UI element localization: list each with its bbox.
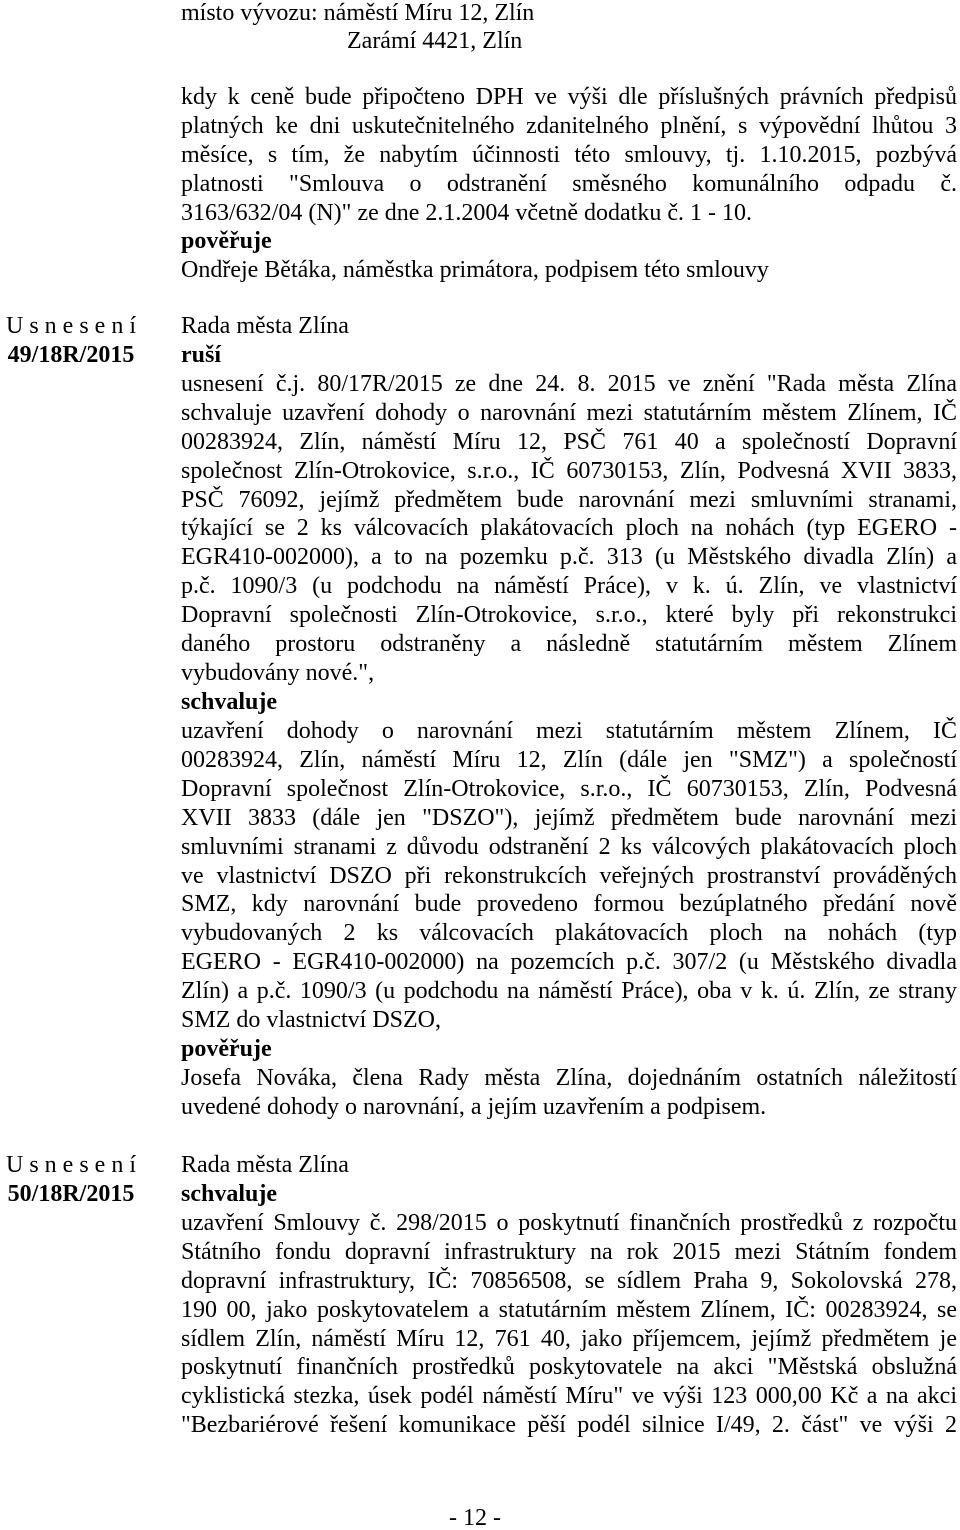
paragraph-line: uvedené dohody o narovnání, a jejím uzavřením a podpisem.	[181, 1093, 767, 1120]
paragraph-line: Zlín) a p.č. 1090/3 (u podchodu na náměstí Práce), oba v k. ú. Zlín, ze strany	[181, 978, 957, 1005]
paragraph-line: PSČ 76092, jejímž předmětem bude narovnání mezi smluvními stranami,	[181, 486, 957, 513]
resolution-label-column	[0, 312, 142, 370]
paragraph-line: usnesení č.j. 80/17R/2015 ze dne 24. 8. 2015 ve znění "Rada města Zlína	[181, 370, 957, 397]
resolution-body	[181, 312, 957, 1122]
paragraph-line: Státního fondu dopravní infrastruktury na rok 2015 mezi Státním fondem	[181, 1238, 957, 1265]
resolution-number: 49/18R/2015	[7, 341, 135, 368]
paragraph-line: uzavření dohody o narovnání mezi statutárním městem Zlínem, IČ	[181, 717, 957, 744]
paragraph-line: kdy k ceně bude připočteno DPH ve výši dle příslušných právních předpisů	[181, 84, 957, 110]
paragraph-line: EGERO - EGR410-002000) na pozemcích p.č. 307/2 (u Městského divadla	[181, 949, 957, 976]
delegate-text: Ondřeje Bětáka, náměstka primátora, podpisem této smlouvy	[181, 257, 769, 284]
paragraph-line: SMZ do vlastnictví DSZO,	[181, 1007, 442, 1034]
resolution-label: U s n e s e n í	[6, 313, 136, 339]
paragraph-line: vybudovaných 2 ks válcovacích plakátovacích ploch na nohách (typ	[181, 920, 957, 947]
paragraph-line: p.č. 1090/3 (u podchodu na náměstí Práce), v k. ú. Zlín, ve vlastnictví	[181, 573, 957, 600]
resolution-number: 50/18R/2015	[7, 1180, 135, 1207]
action-verb-authorizes: pověřuje	[181, 228, 272, 255]
action-verb-approves: schvaluje	[181, 688, 277, 715]
paragraph-line: společnost Zlín-Otrokovice, s.r.o., IČ 60730153, Zlín, Podvesná XVII 3833,	[181, 457, 957, 484]
paragraph-line: týkající se 2 ks válcovacích plakátovacích ploch na nohách (typ EGERO -	[181, 515, 957, 542]
resolution-body	[181, 1151, 957, 1440]
paragraph-line: EGR410-002000), a to na pozemku p.č. 313 (u Městského divadla Zlín) a	[181, 544, 957, 571]
paragraph-line: Dopravní společnost Zlín-Otrokovice, s.r.o., IČ 60730153, Zlín, Podvesná	[181, 775, 957, 802]
paragraph-line: platnosti "Smlouva o odstranění směsného komunálního odpadu č.	[181, 170, 957, 197]
paragraph-line: uzavření Smlouvy č. 298/2015 o poskytnutí finančních prostředků z rozpočtu	[181, 1209, 957, 1236]
issuing-body: Rada města Zlína	[181, 313, 349, 339]
paragraph-line: cyklistická stezka, úsek podél náměstí Míru" ve výši 123 000,00 Kč a na akci	[181, 1383, 957, 1410]
paragraph-line: měsíce, s tím, že nabytím účinnosti této smlouvy, tj. 1.10.2015, pozbývá	[181, 141, 957, 168]
collection-place: místo vývozu: náměstí Míru 12, Zlín	[181, 0, 535, 26]
paragraph-line: 00283924, Zlín, náměstí Míru 12, Zlín (dále jen "SMZ") a společností	[181, 746, 957, 773]
paragraph-line: SMZ, kdy narovnání bude provedeno formou bezúplatného předání nově	[181, 891, 957, 918]
paragraph-line: daného prostoru odstraněny a následně statutárním městem Zlínem	[181, 631, 957, 658]
paragraph-line: Josefa Nováka, člena Rady města Zlína, dojednáním ostatních náležitostí	[181, 1064, 957, 1091]
paragraph-line: poskytnutí finančních prostředků poskytovatele na akci "Městská obslužná	[181, 1354, 957, 1381]
paragraph-line: sídlem Zlín, náměstí Míru 12, 761 40, jako příjemcem, jejímž předmětem je	[181, 1325, 957, 1352]
collection-address: Zarámí 4421, Zlín	[347, 28, 523, 54]
paragraph-line: "Bezbariérové řešení komunikace pěší podél silnice I/49, 2. část" ve výši 2	[181, 1412, 957, 1439]
paragraph-line: Dopravní společnosti Zlín-Otrokovice, s.r.o., které byly při rekonstrukci	[181, 602, 957, 629]
paragraph-line: XVII 3833 (dále jen "DSZO"), jejímž předmětem bude narovnání mezi	[181, 804, 957, 831]
paragraph-line: schvaluje uzavření dohody o narovnání mezi statutárním městem Zlínem, IČ	[181, 399, 957, 426]
resolution-label: U s n e s e n í	[6, 1152, 136, 1178]
resolution-label-column	[0, 1151, 142, 1209]
paragraph-line: 3163/632/04 (N)" ze dne 2.1.2004 včetně dodatku č. 1 - 10.	[181, 199, 752, 226]
paragraph-line: 00283924, Zlín, náměstí Míru 12, PSČ 761 40 a společností Dopravní	[181, 428, 957, 455]
paragraph-line: ve vlastnictví DSZO při rekonstrukcích veřejných prostranství prováděných	[181, 862, 957, 889]
previous-resolution-continuation	[181, 83, 957, 285]
page-number: - 12 -	[449, 1505, 501, 1530]
issuing-body: Rada města Zlína	[181, 1152, 349, 1178]
paragraph-line: platných ke dni uskutečnitelného zdanitelného plnění, s výpovědní lhůtou 3	[181, 112, 957, 139]
action-verb-revokes: ruší	[181, 341, 222, 368]
paragraph-line: vybudovány nové.",	[181, 660, 375, 687]
action-verb-authorizes: pověřuje	[181, 1036, 272, 1063]
paragraph-line: smluvními stranami z důvodu odstranění 2 ks válcových plakátovacích ploch	[181, 833, 957, 860]
paragraph-line: dopravní infrastruktury, IČ: 70856508, se sídlem Praha 9, Sokolovská 278,	[181, 1267, 957, 1294]
action-verb-approves: schvaluje	[181, 1180, 277, 1207]
paragraph-line: 190 00, jako poskytovatelem a statutárním městem Zlínem, IČ: 00283924, se	[181, 1296, 957, 1323]
